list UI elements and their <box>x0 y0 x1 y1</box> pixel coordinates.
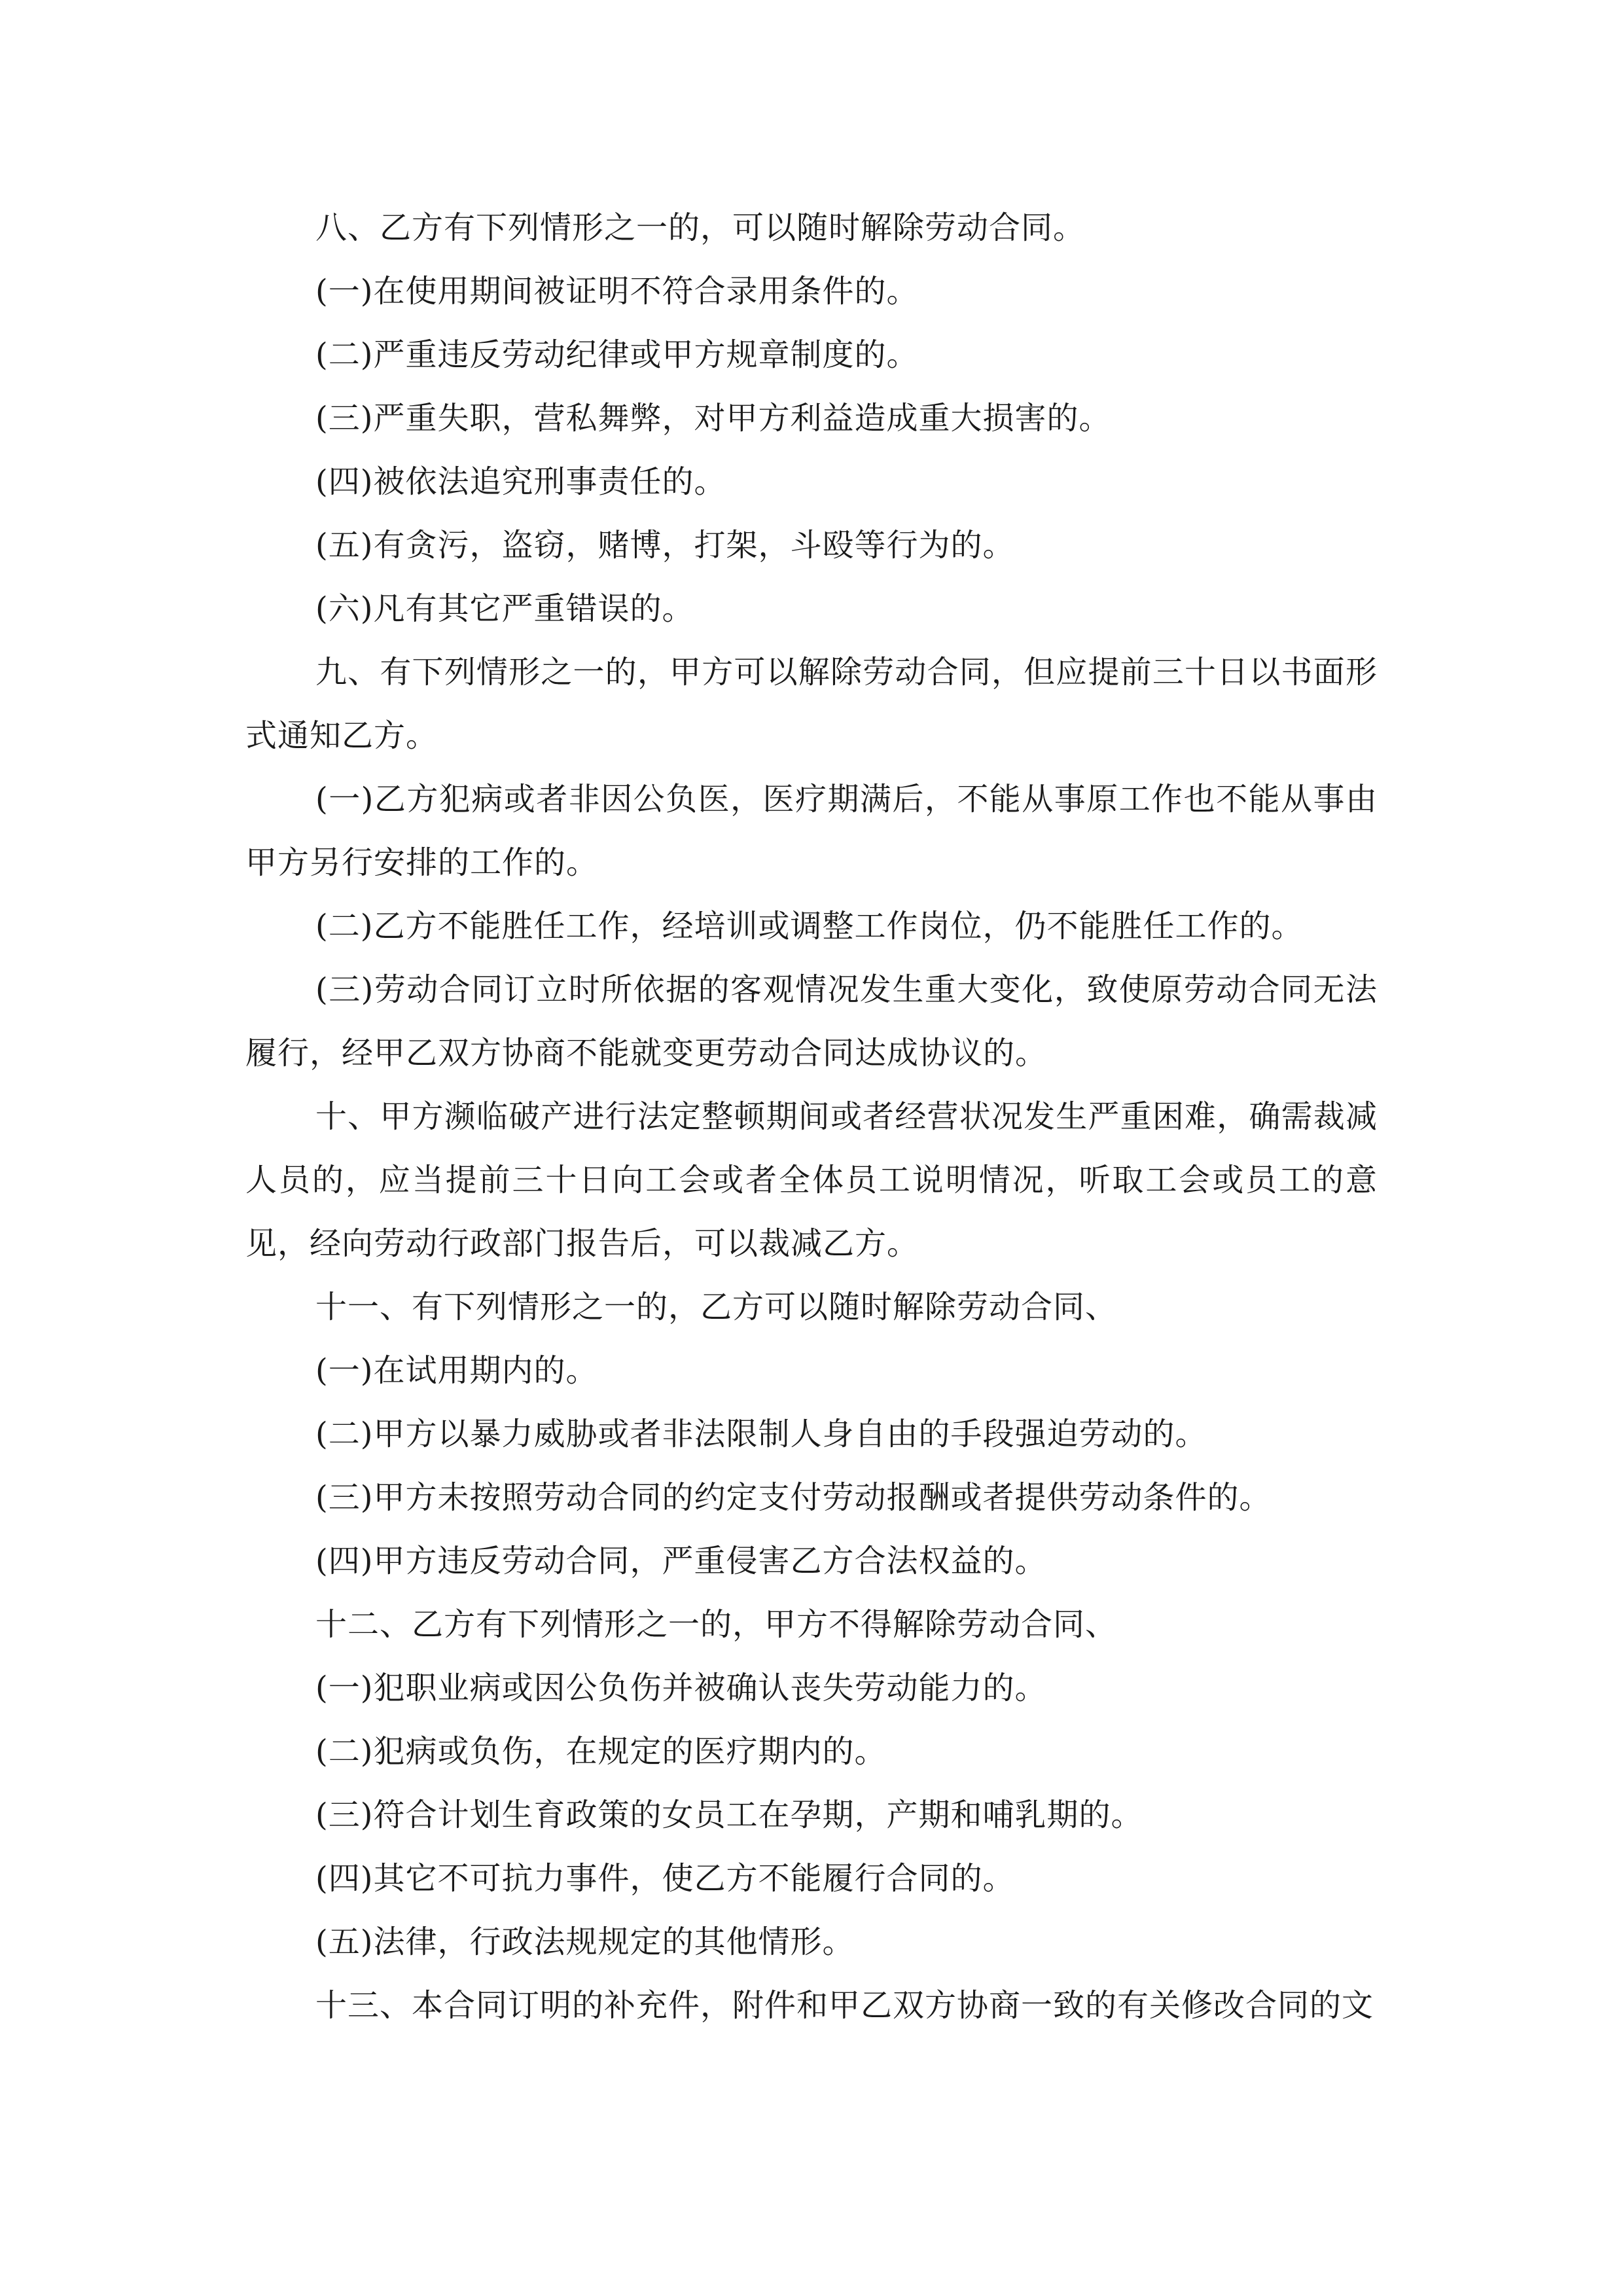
clause-10: 十、甲方濒临破产进行法定整顿期间或者经营状况发生严重困难，确需裁减人员的，应当提前三十日向工会或者全体员工说明情况，听取工会或员工的意见，经向劳动行政部门报告后，可以裁减乙方。 <box>245 1098 1378 1262</box>
clause-8-item-1: (一)在使用期间被证明不符合录用条件的。 <box>315 273 919 310</box>
clause-11-heading: 十一、有下列情形之一的，乙方可以随时解除劳动合同、 <box>315 1289 1118 1325</box>
clause-12-item-1: (一)犯职业病或因公负伤并被确认丧失劳动能力的。 <box>315 1670 1047 1706</box>
clause-12-item-3: (三)符合计划生育政策的女员工在孕期，产期和哺乳期的。 <box>315 1797 1143 1833</box>
clause-11-item-4: (四)甲方违反劳动合同，严重侵害乙方合法权益的。 <box>315 1543 1047 1579</box>
clause-9-item-1: (一)乙方犯病或者非因公负医，医疗期满后，不能从事原工作也不能从事由甲方另行安排的工作的。 <box>245 781 1378 881</box>
clause-12-heading: 十二、乙方有下列情形之一的，甲方不得解除劳动合同、 <box>315 1606 1118 1643</box>
clause-8-heading: 八、乙方有下列情形之一的，可以随时解除劳动合同。 <box>315 209 1086 246</box>
clause-12-item-2: (二)犯病或负伤，在规定的医疗期内的。 <box>315 1733 887 1770</box>
clause-12-item-5: (五)法律，行政法规规定的其他情形。 <box>315 1924 855 1960</box>
clause-11-item-3: (三)甲方未按照劳动合同的约定支付劳动报酬或者提供劳动条件的。 <box>315 1479 1272 1516</box>
clause-8-item-6: (六)凡有其它严重错误的。 <box>315 590 694 627</box>
clause-8-item-2: (二)严重违反劳动纪律或甲方规章制度的。 <box>315 336 919 373</box>
clause-12-item-4: (四)其它不可抗力事件，使乙方不能履行合同的。 <box>315 1860 1015 1897</box>
clause-9-item-3: (三)劳动合同订立时所依据的客观情况发生重大变化，致使原劳动合同无法履行，经甲乙双方协商不能就变更劳动合同达成协议的。 <box>245 971 1378 1071</box>
clause-13-heading: 十三、本合同订明的补充件，附件和甲乙双方协商一致的有关修改合同的文 <box>315 1987 1374 2024</box>
clause-8-item-3: (三)严重失职，营私舞弊，对甲方利益造成重大损害的。 <box>315 400 1111 437</box>
clause-8-item-5: (五)有贪污，盗窃，赌博，打架，斗殴等行为的。 <box>315 527 1015 564</box>
clause-11-item-1: (一)在试用期内的。 <box>315 1352 598 1389</box>
clause-11-item-2: (二)甲方以暴力威胁或者非法限制人身自由的手段强迫劳动的。 <box>315 1416 1207 1452</box>
clause-9-item-2: (二)乙方不能胜任工作，经培训或调整工作岗位，仍不能胜任工作的。 <box>315 908 1304 944</box>
clause-9-heading: 九、有下列情形之一的，甲方可以解除劳动合同，但应提前三十日以书面形式通知乙方。 <box>245 654 1378 754</box>
document-body <box>245 196 1378 2037</box>
clause-8-item-4: (四)被依法追究刑事责任的。 <box>315 463 726 500</box>
